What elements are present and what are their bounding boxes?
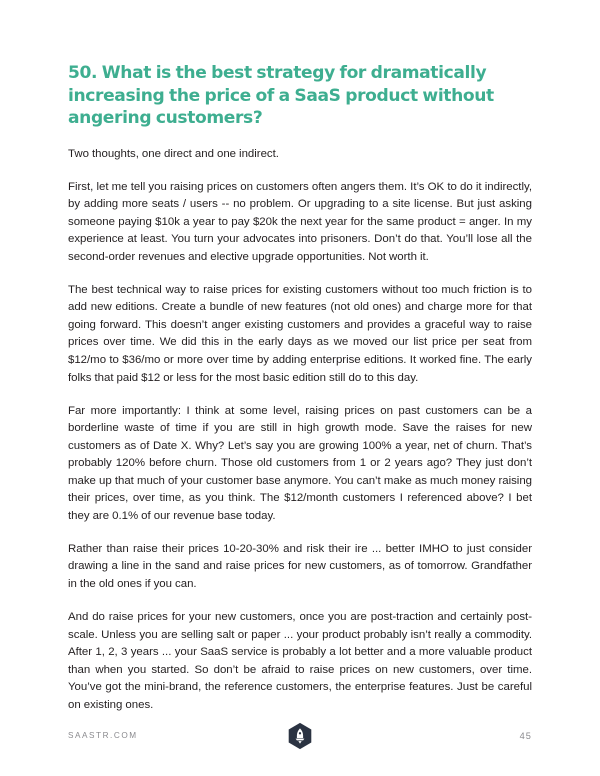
- paragraph: The best technical way to raise prices for existing customers without too much friction is to add new editions. Create a bundle of new features (not old ones) and charge more for that going forward. This doesn’t anger existing customers and provides a graceful way to raise prices over time. We did this in the early days as we moved our list price per seat from $12/mo to $36/mo or more over time by adding enterprise editions. It worked fine. The early folks that paid $12 or less for the most basic edition still do to this day.: [68, 283, 532, 384]
- page-content: [68, 62, 532, 714]
- page-title: 50. What is the best strategy for dramatically increasing the price of a SaaS product without angering customers?: [68, 63, 494, 128]
- paragraph: And do raise prices for your new customers, once you are post-traction and certainly post-scale. Unless you are selling salt or paper ... your product probably isn’t really a commodity. After 1, 2, 3 years ... your SaaS service is probably a lot better and a more valuable product than when you started. So don’t be afraid to raise prices on new customers, over time. You’ve got the mini-brand, the reference customers, the enterprise features. Just be careful on existing ones.: [68, 611, 532, 711]
- paragraph: Two thoughts, one direct and one indirect.: [68, 147, 279, 160]
- page-footer: [68, 726, 532, 752]
- saastr-hexagon-icon: [287, 722, 313, 750]
- footer-site-label: SAASTR.COM: [68, 731, 138, 740]
- page-number: 45: [519, 731, 532, 741]
- paragraph: Far more importantly: I think at some level, raising prices on past customers can be a borderline waste of time if you are still in high growth mode. Save the raises for new customers as of Date X. Why? Let’s say you are growing 100% a year, net of churn. That’s probably 120% before churn. Those old customers from 1 or 2 years ago? They just don’t make up that much of your customer base anymore. You can’t make as much money raising their prices, over time, as you think. The $12/month customers I referenced above? I bet they are 0.1% of our revenue base today.: [68, 404, 532, 522]
- paragraph: First, let me tell you raising prices on customers often angers them. It’s OK to do it indirectly, by adding more seats / users -- no problem. Or upgrading to a site license. But just asking someone paying $10k a year to pay $20k the next year for the same product = anger. In my experience at least. You turn your advocates into prisoners. Don’t do that. You’ll lose all the second-order revenues and elective upgrade opportunities. Not worth it.: [68, 180, 532, 263]
- paragraph: Rather than raise their prices 10-20-30% and risk their ire ... better IMHO to just consider drawing a line in the sand and raise prices for new customers, as of tomorrow. Grandfather in the old ones if you can.: [68, 542, 532, 590]
- body-copy: [68, 146, 532, 715]
